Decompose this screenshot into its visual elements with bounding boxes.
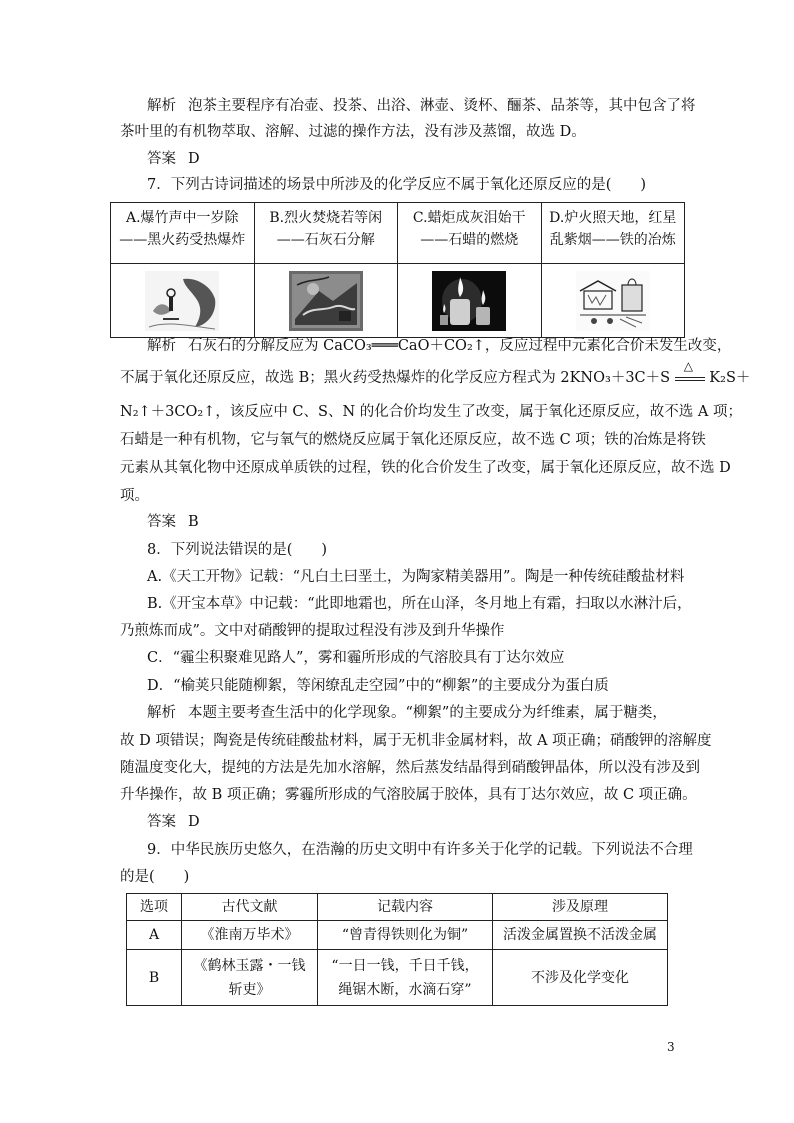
firecracker-sketch-icon	[145, 271, 219, 331]
q8-option-b-line-1: B.《开宝本草》中记载：“此即地霜也，所在山泽，冬月地上有霜，扫取以水淋汁后，	[147, 596, 692, 612]
q7-analysis-line-3: N₂↑＋3CO₂↑，该反应中 C、S、N 的化合价均发生了改变，属于氧化还原反应，故不选 A 项；	[120, 404, 742, 420]
col-header-document: 古代文献	[182, 894, 318, 921]
q8-analysis-line-4: 升华操作，故 B 项正确；雾霾所形成的气溶胶属于胶体，具有丁达尔效应，故 C 项正确。	[120, 787, 697, 803]
q6-answer: 答案 D	[147, 151, 200, 167]
col-header-option: 选项	[127, 894, 182, 921]
q8-stem: 8．下列说法错误的是( )	[147, 542, 328, 558]
page-number: 3	[667, 1040, 675, 1054]
q7-analysis-line-2: 不属于氧化还原反应，故选 B；黑火药受热爆炸的化学反应方程式为 2KNO₃＋3C＋S △ K₂S＋	[120, 359, 751, 386]
q8-analysis-line-2: 故 D 项错误；陶瓷是传统硅酸盐材料，属于无机非金属材料，故 A 项正确；硝酸钾的溶解度	[120, 733, 712, 749]
q9-records-table	[126, 893, 668, 1006]
q7-answer: 答案 B	[147, 514, 199, 530]
q8-option-d: D．“榆荚只能随柳絮，等闲缭乱走空园”中的“柳絮”的主要成分为蛋白质	[147, 678, 609, 694]
q7-analysis-line-5: 元素从其氧化物中还原成单质铁的过程，铁的化合价发生了改变，属于氧化还原反应，故不选 D	[120, 460, 731, 476]
q8-answer: 答案 D	[147, 814, 200, 830]
table-row: B 《鹤林玉露・一钱 斩吏》 “一日一钱，千日千钱， 绳锯木断，水滴石穿” 不涉及化学变化	[127, 950, 668, 1006]
q7-stem: 7．下列古诗词描述的场景中所涉及的化学反应不属于氧化还原反应的是( )	[147, 177, 647, 193]
furnace-sketch-icon	[576, 271, 650, 331]
table-row: A 《淮南万毕术》 “曾青得铁则化为铜” 活泼金属置换不活泼金属	[127, 921, 668, 950]
q8-option-a: A.《天工开物》记载：“凡白土曰垩土，为陶家精美器用”。陶是一种传统硅酸盐材料	[147, 569, 685, 585]
q6-analysis-line-2: 茶叶里的有机物萃取、溶解、过滤的操作方法，没有涉及蒸馏，故选 D。	[120, 124, 586, 140]
col-header-principle: 涉及原理	[493, 894, 668, 921]
q7-option-b: B.烈火焚烧若等闲 ——石灰石分解	[254, 203, 398, 264]
q7-option-c: C.蜡炬成灰泪始干 ——石蜡的燃烧	[398, 203, 542, 264]
q7-analysis-line-4: 石蜡是一种有机物，它与氧气的燃烧反应属于氧化还原反应，故不选 C 项；铁的冶炼是将铁	[120, 432, 706, 448]
lime-kiln-sketch-icon	[289, 271, 363, 331]
heat-condition-arrow: △	[675, 368, 705, 388]
q7-option-a: A.爆竹声中一岁除 ——黑火药受热爆炸	[111, 203, 255, 264]
q8-analysis-line-1: 解析 本题主要考查生活中的化学现象。“柳絮”的主要成分为纤维素，属于糖类，	[147, 705, 667, 721]
q7-option-d: D.炉火照天地，红星 乱紫烟——铁的冶炼	[541, 203, 685, 264]
q7-analysis-line-6: 项。	[120, 488, 149, 504]
candles-photo-icon	[432, 271, 506, 331]
q9-stem-line-2: 的是( )	[120, 869, 190, 885]
q8-option-c: C．“霾尘积聚难见路人”，雾和霾所形成的气溶胶具有丁达尔效应	[147, 650, 565, 666]
q8-option-b-line-2: 乃煎炼而成”。文中对硝酸钾的提取过程没有涉及到升华操作	[120, 623, 505, 639]
q7-analysis-line-1: 解析 石灰石的分解反应为 CaCO₃═══CaO＋CO₂↑，反应过程中元素化合价未发生改变，	[147, 338, 732, 354]
col-header-content: 记载内容	[318, 894, 493, 921]
q7-options-table	[110, 202, 685, 338]
q9-stem-line-1: 9．中华民族历史悠久，在浩瀚的历史文明中有许多关于化学的记载。下列说法不合理	[147, 842, 693, 858]
q6-analysis-line-1: 解析 泡茶主要程序有冶壶、投茶、出浴、淋壶、烫杯、酾茶、品茶等，其中包含了将	[147, 98, 696, 114]
q8-analysis-line-3: 随温度变化大，提纯的方法是先加水溶解，然后蒸发结晶得到硝酸钾晶体，所以没有涉及到	[120, 760, 700, 776]
